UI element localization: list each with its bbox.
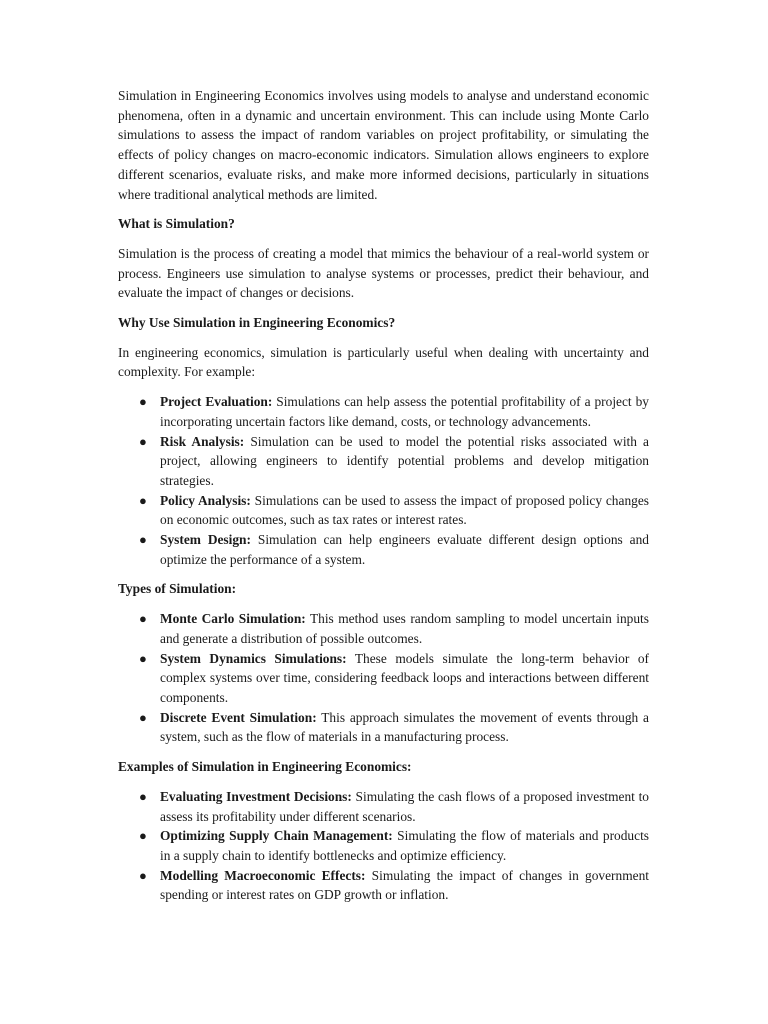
bullet-icon: ● [139, 788, 147, 804]
item-term: Policy Analysis: [160, 492, 251, 508]
section-heading-types-of-simulation: Types of Simulation: [118, 581, 237, 597]
item-text: This approach simulates the movement of events through a system, such as the flow of materials in a manufacturing process. [160, 709, 649, 745]
item-term: System Dynamics Simulations: [160, 650, 347, 666]
item-text: Simulations can be used to assess the impact of proposed policy changes on economic outcomes, such as tax rates or interest rates. [160, 492, 649, 528]
list-item [118, 649, 649, 708]
bullet-icon: ● [139, 611, 147, 627]
item-text: This method uses random sampling to model uncertain inputs and generate a distribution of possible outcomes. [160, 611, 649, 646]
list-item [118, 491, 649, 530]
item-term: Monte Carlo Simulation: [160, 611, 306, 627]
section-paragraph-what-is-simulation: Simulation is the process of creating a model that mimics the behaviour of a real-world system or process. Engineers use simulation to analyse systems or processes, predict their behaviour, and evaluate the impact of changes or decisions. [118, 245, 649, 301]
item-term: Modelling Macroeconomic Effects: [160, 867, 366, 883]
bullet-icon: ● [139, 650, 147, 666]
list-item [118, 392, 649, 431]
bullet-icon: ● [139, 532, 147, 548]
item-text: Simulation can be used to model the potential risks associated with a project, allowing engineers to identify potential problems and develop mitigation strategies. [160, 433, 649, 488]
item-term: Discrete Event Simulation: [160, 709, 317, 725]
list-item [118, 866, 649, 905]
item-text: Simulating the flow of materials and products in a supply chain to identify bottlenecks and optimize efficiency. [160, 828, 649, 863]
intro-paragraph: Simulation in Engineering Economics involves using models to analyse and understand economic phenomena, often in a dynamic and uncertain environment. This can include using Monte Carlo simulations to assess the impact of random variables on project profitability, or simulating the effects of policy changes on macro-economic indicators. Simulation allows engineers to explore different scenarios, evaluate risks, and make more informed decisions, particularly in situations where traditional analytical methods are limited. [118, 88, 649, 202]
item-term: Project Evaluation: [160, 394, 273, 410]
bullet-icon: ● [139, 433, 147, 449]
section-paragraph-why-use-simulation: In engineering economics, simulation is particularly useful when dealing with uncertainty and complexity. For example: [118, 344, 649, 380]
document-page [118, 86, 649, 915]
bullet-list-examples [118, 787, 649, 905]
item-text: These models simulate the long-term behavior of complex systems over time, considering feedback loops and interactions between different components. [160, 650, 649, 705]
section-heading-examples: Examples of Simulation in Engineering Economics: [118, 759, 412, 775]
bullet-icon: ● [139, 394, 147, 410]
item-text: Simulation can help engineers evaluate different design options and optimize the performance of a system. [160, 532, 649, 567]
bullet-icon: ● [139, 492, 147, 508]
list-item [118, 432, 649, 491]
bullet-icon: ● [139, 867, 147, 883]
bullet-icon: ● [139, 709, 147, 725]
bullet-list-uses [118, 392, 649, 569]
item-term: Evaluating Investment Decisions: [160, 788, 352, 804]
item-term: Risk Analysis: [160, 433, 245, 449]
list-item [118, 787, 649, 826]
section-heading-what-is-simulation: What is Simulation? [118, 216, 235, 232]
item-text: Simulations can help assess the potential profitability of a project by incorporating uncertain factors like demand, costs, or technology advancements. [160, 394, 649, 429]
section-heading-why-use-simulation: Why Use Simulation in Engineering Economics? [118, 315, 396, 331]
bullet-list-types [118, 609, 649, 747]
list-item [118, 609, 649, 648]
list-item [118, 530, 649, 569]
list-item [118, 826, 649, 865]
item-term: System Design: [160, 532, 251, 548]
list-item [118, 708, 649, 747]
item-text: Simulating the impact of changes in government spending or interest rates on GDP growth or inflation. [160, 867, 649, 903]
item-term: Optimizing Supply Chain Management: [160, 828, 393, 844]
item-text: Simulating the cash flows of a proposed investment to assess its profitability under different scenarios. [160, 788, 649, 824]
bullet-icon: ● [139, 828, 147, 844]
